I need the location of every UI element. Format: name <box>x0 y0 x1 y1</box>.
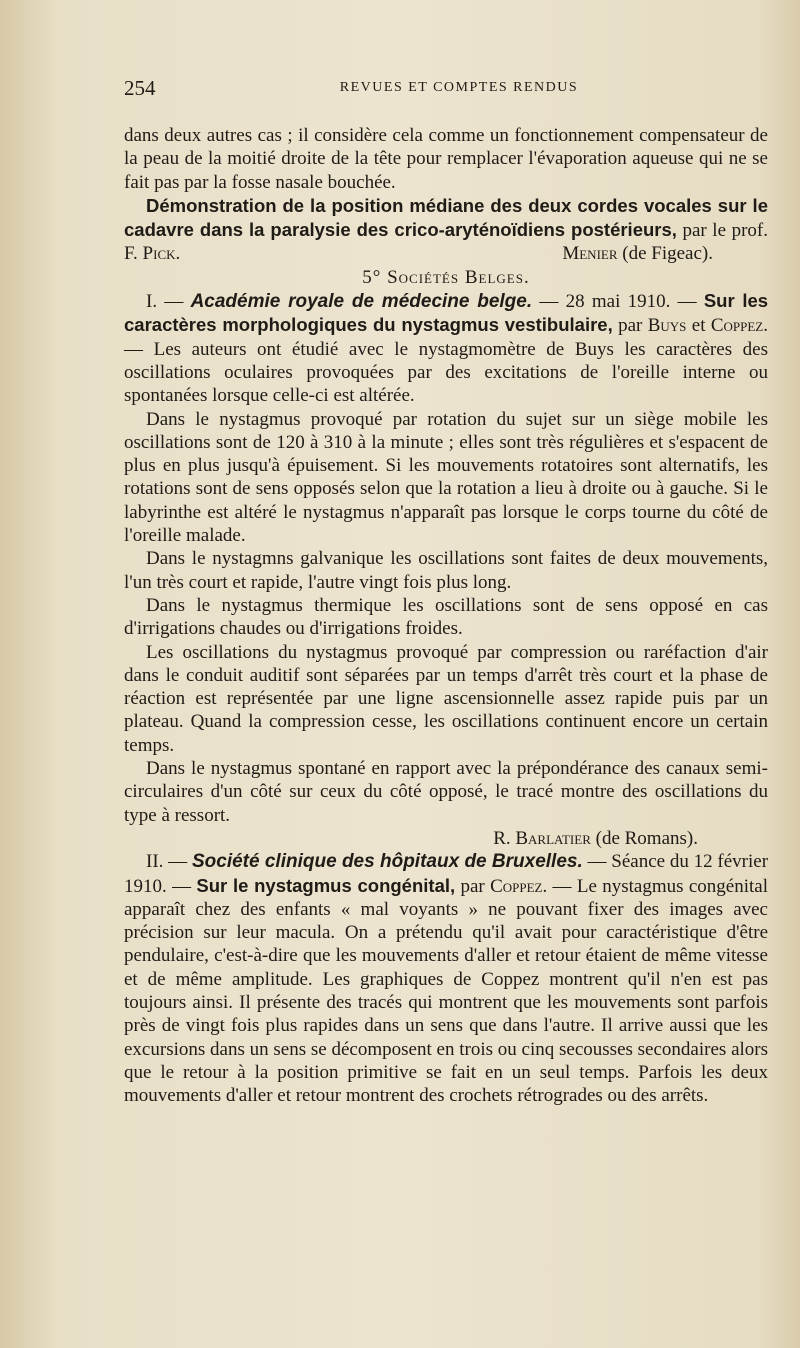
item-2-num: II. — <box>146 851 188 873</box>
item-1-par: par <box>618 315 643 337</box>
demo-title: Démonstration de la position médiane des deux cordes vocales sur le cadavre dans la paralysie des crico-aryténoïdiens postérieurs, <box>124 194 768 241</box>
demo-author: Pick. <box>142 243 181 265</box>
paragraph: Dans le nystagmus spontané en rapport avec la prépondérance des canaux semi-circulaires d'un côté sur ceux du côté opposé, le tracé montre des oscillations du type à ressort. <box>124 758 768 826</box>
signature-place: (de Figeac). <box>622 243 713 265</box>
signature-2 <box>124 827 768 850</box>
paragraph: Dans le nystagmus provoqué par rotation du sujet sur un siège mobile les oscillations sont de 120 à 310 à la minute ; elles sont très régulières et s'espacent de plus en plus jusqu'à épuisement. Si les mouvements rotatoires sont alternatifs, les rotations sont de sens opposés selon que la rotation a lieu à droite ou à gauche. Si le labyrinthe est altéré le nystagmus n'apparaît pas lorsque le corps tourne du côté de l'oreille malade. <box>124 408 768 547</box>
item-1-date: — 28 mai 1910. — <box>539 291 697 313</box>
item-1-author-2: Coppez. <box>710 315 768 337</box>
signature-name: Menier <box>562 243 618 265</box>
item-2-author: Coppez. <box>490 875 548 897</box>
paragraph: Dans le nystagmns galvanique les oscillations sont faites de deux mouvements, l'un très court et rapide, l'autre vingt fois plus long. <box>124 548 768 593</box>
paragraph: Les oscillations du nystagmus provoqué par compression ou raréfaction d'air dans le conduit auditif sont séparées par un temps d'arrêt très court et la phase de réaction est représentée par une ligne ascensionnelle assez rapide puis par un plateau. Quand la compression cesse, les oscillations continuent encore un certain temps. <box>124 641 768 756</box>
demo-signature <box>562 242 768 265</box>
signature-2-place: (de Romans). <box>595 827 698 849</box>
body-text <box>124 124 768 1107</box>
page-number: 254 <box>124 76 156 100</box>
demo-by: par le prof. F. <box>124 220 768 265</box>
item-1-society: Académie royale de médecine belge. <box>190 291 533 313</box>
item-1-num: I. — <box>146 291 184 313</box>
item-1-title: Sur les caractères morphologiques du nystagmus vestibulaire, <box>124 290 769 336</box>
item-2 <box>124 850 768 1107</box>
demo-signature-line <box>124 242 768 265</box>
item-1-text: — Les auteurs ont étudié avec le nystagmomètre de Buys les caractères des oscillations oculaires provoquées par des excitations de l'oreille interne ou spontanées lorsque celle-ci est altérée. <box>124 338 768 407</box>
item-2-date: — Séance du 12 février 1910. — <box>124 851 769 897</box>
item-1 <box>124 289 768 407</box>
signature-2-name: R. Barlatier <box>493 827 591 849</box>
item-2-par: par <box>460 875 485 897</box>
paragraph: Dans le nystagmus thermique les oscillations sont de sens opposé en cas d'irrigations chaudes ou d'irrigations froides. <box>124 594 768 640</box>
item-2-text: — Le nystagmus congénital apparaît chez des enfants « mal voyants » ne pouvant fixer des images avec précision sur leur macula. On a prétendu qu'il avait pour caractéristique d'être pendulaire, c'est-à-dire que les mouvements d'aller et retour étaient de même vitesse et de même amplitude. Les graphiques de Coppez montrent qu'il n'en est pas toujours ainsi. Il présente des tracés qui montrent que les mouvements sont parfois près de vingt fois plus rapides dans un sens que dans l'autre. Il arrive aussi que les excursions dans un sens se décomposent en trois ou cinq secousses secondaires alors que le retour à la position primitive se fait en un seul temps. Parfois les deux mouvements d'aller et retour montrent des crochets rétrogrades ou des arrêts. <box>124 875 768 1107</box>
paragraph-continued: dans deux autres cas ; il considère cela comme un fonctionnement compensateur de la peau de la moitié droite de la tête pour remplacer l'évaporation aqueuse qui ne se fait pas par la fosse nasale bouchée. <box>124 125 768 193</box>
item-1-et: et <box>691 315 706 337</box>
page-header <box>124 76 764 100</box>
item-2-society: Société clinique des hôpitaux de Bruxelles. <box>191 851 583 873</box>
item-2-title: Sur le nystagmus congénital, <box>196 874 456 896</box>
item-1-author-1: Buys <box>647 315 687 337</box>
section-heading: 5° Sociétés Belges. <box>362 266 530 288</box>
running-title: REVUES ET COMPTES RENDUS <box>339 80 579 95</box>
